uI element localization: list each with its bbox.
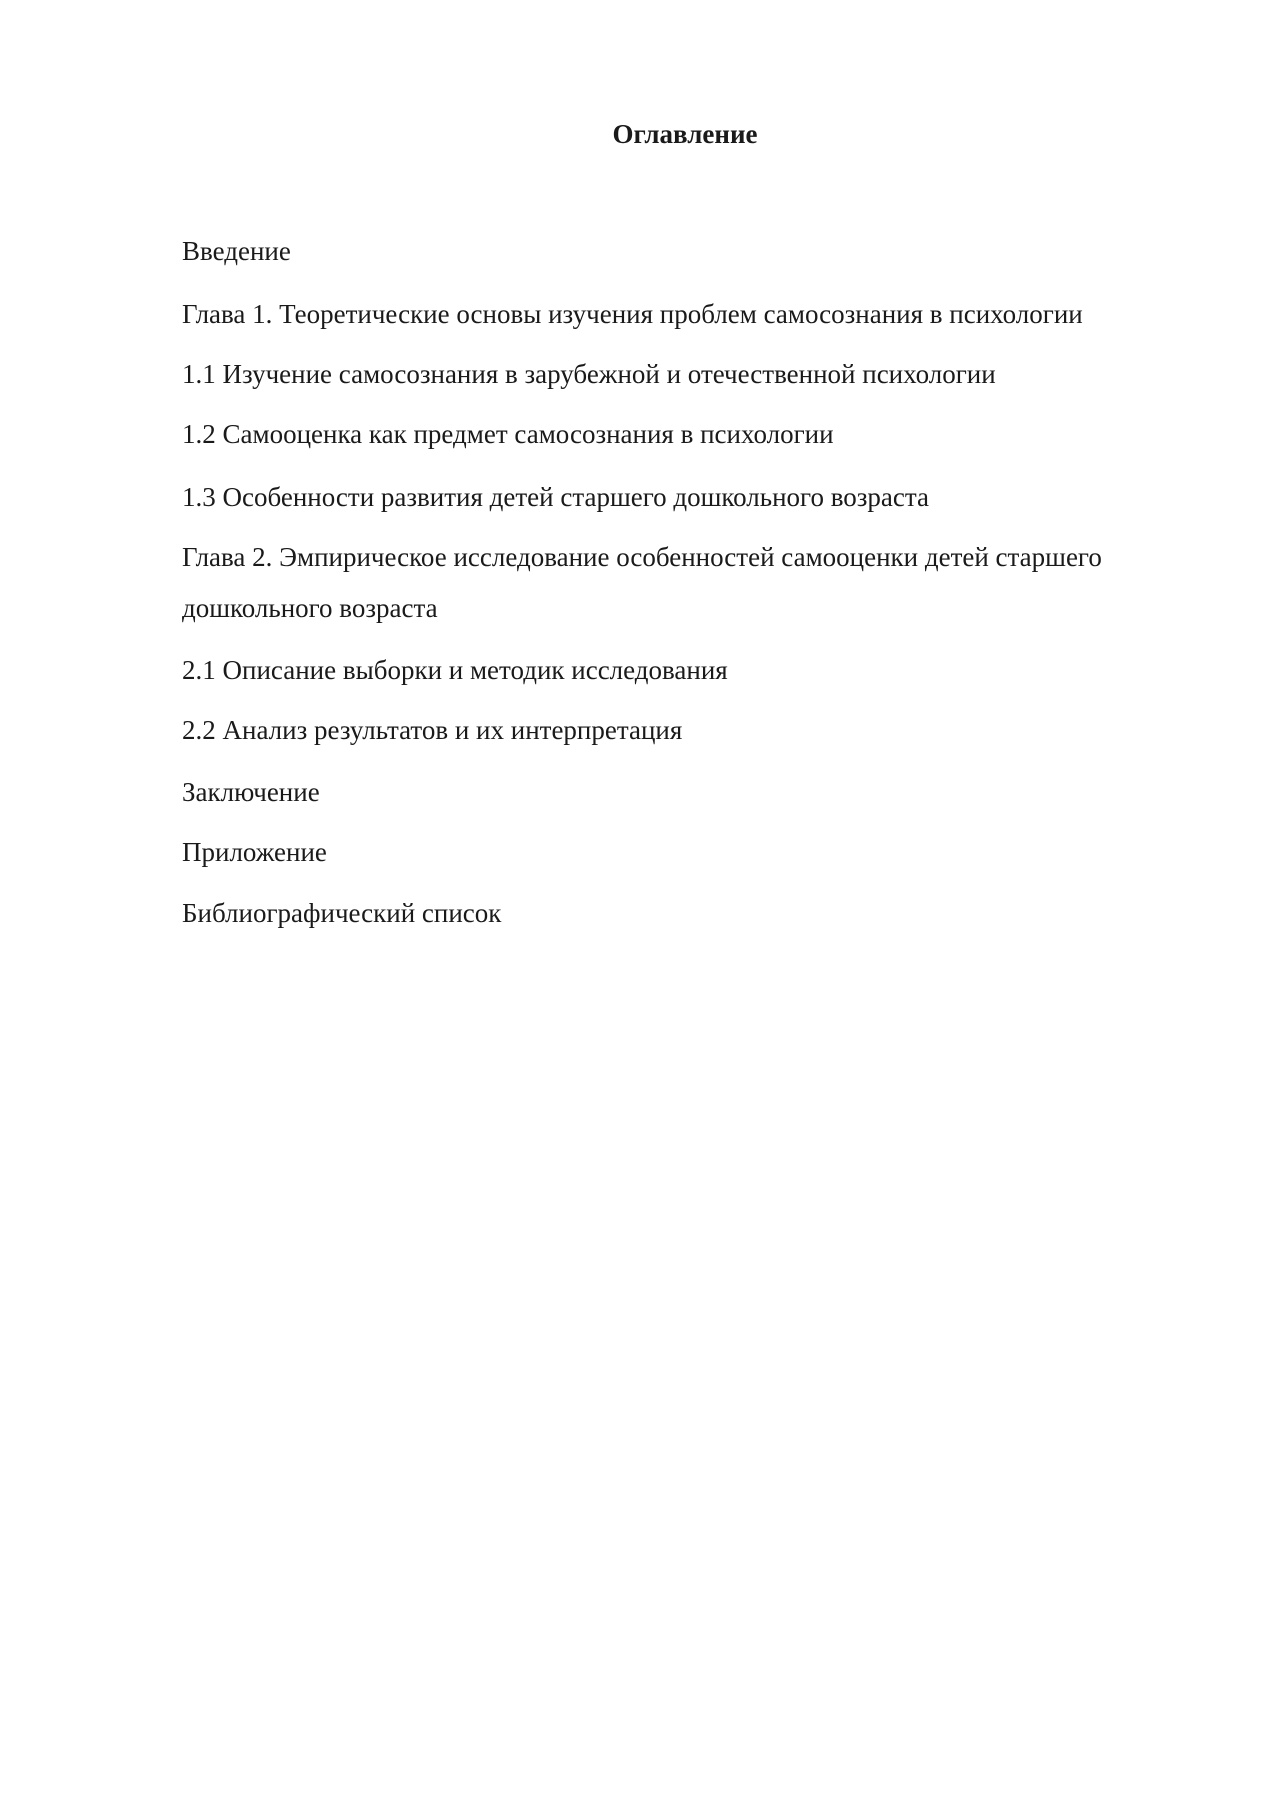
toc-entry-section-1-1: 1.1 Изучение самосознания в зарубежной и отечественной психологии: [182, 359, 996, 389]
toc-entry-section-2-2: 2.2 Анализ результатов и их интерпретация: [182, 715, 683, 745]
toc-entry-chapter-2: Глава 2. Эмпирическое исследование особенностей самооценки детей старшего дошкольного возраста: [182, 542, 1102, 623]
toc-entry-section-2-1: 2.1 Описание выборки и методик исследования: [182, 655, 728, 685]
toc-entry-conclusion: Заключение: [182, 777, 320, 807]
toc-entry-section-1-3: 1.3 Особенности развития детей старшего дошкольного возраста: [182, 482, 930, 512]
toc-entry-section-1-2: 1.2 Самооценка как предмет самосознания в психологии: [182, 419, 834, 449]
page-title: Оглавление: [612, 119, 758, 149]
toc-entry-bibliography: Библиографический список: [182, 898, 502, 928]
toc-entry-appendix: Приложение: [182, 837, 327, 867]
toc-entry-chapter-1: Глава 1. Теоретические основы изучения проблем самосознания в психологии: [182, 299, 1083, 329]
toc-entry-introduction: Введение: [182, 236, 291, 266]
